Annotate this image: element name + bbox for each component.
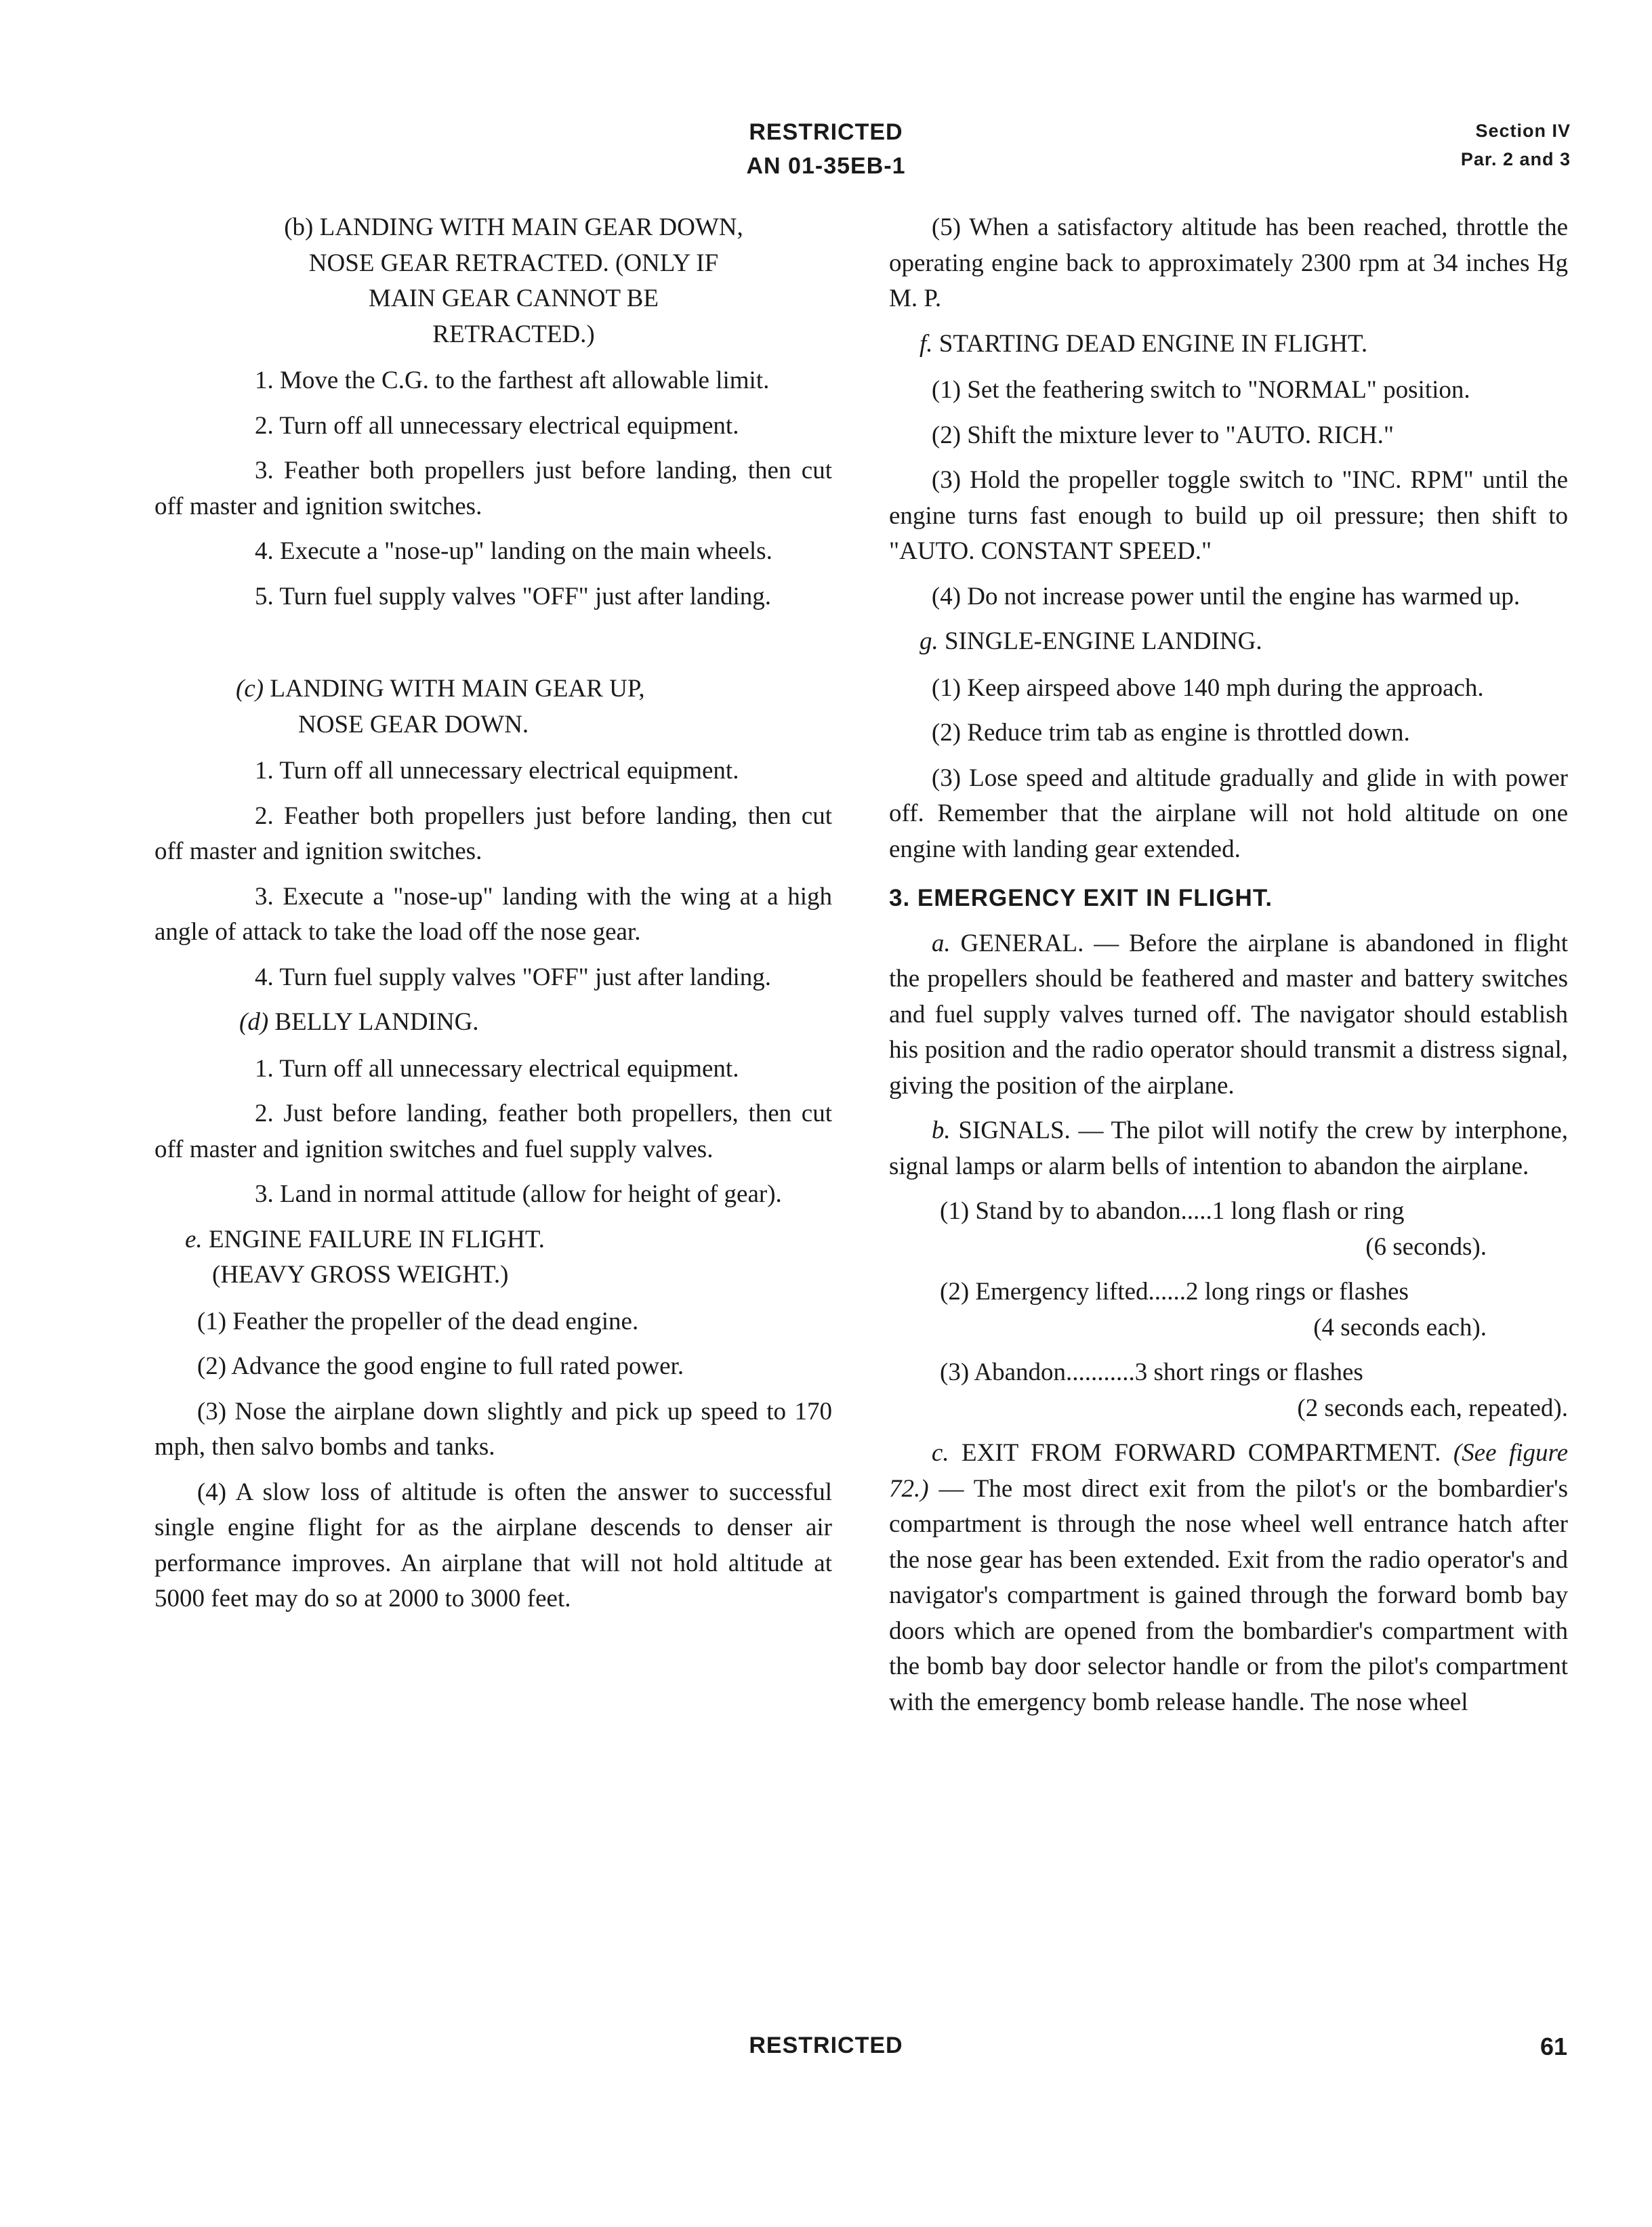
heading-e — [154, 1222, 832, 1293]
heading-b-line-1: (b) LANDING WITH MAIN GEAR DOWN, — [284, 213, 743, 241]
signal-1 — [889, 1194, 1568, 1265]
step-c4: 4. Turn fuel supply valves "OFF" just after landing. — [255, 963, 771, 991]
step-g3: (3) Lose speed and altitude gradually and glide in with power off. Remember that the airplane will not hold altitude on one engine with landing gear extended. — [889, 764, 1568, 863]
heading-d-label: (d) — [239, 1008, 269, 1036]
heading-e-label: e. — [185, 1225, 203, 1253]
para-b-signals — [889, 1113, 1568, 1184]
step-f2: (2) Shift the mixture lever to "AUTO. RICH." — [931, 421, 1394, 449]
section-3-heading: 3. EMERGENCY EXIT IN FLIGHT. — [889, 885, 1273, 911]
heading-b-line-2: NOSE GEAR RETRACTED. (ONLY IF — [308, 249, 719, 277]
heading-b — [154, 210, 832, 352]
header-classification: RESTRICTED — [749, 119, 903, 145]
heading-b-line-3: MAIN GEAR CANNOT BE — [369, 285, 659, 312]
heading-c — [154, 671, 832, 743]
heading-b-line-4: RETRACTED.) — [432, 320, 595, 348]
step-b5: 5. Turn fuel supply valves "OFF" just after landing. — [255, 582, 771, 610]
signal-2-line-2: (4 seconds each). — [1313, 1313, 1487, 1341]
step-c1: 1. Turn off all unnecessary electrical equipment. — [255, 757, 739, 785]
para-a-text: GENERAL. — Before the airplane is abandoned in flight the propellers should be feathered and master and battery switches and fuel supply valves turned off. The navigator should establish his position and the radio operator should transmit a distress signal, giving the position of the airplane. — [889, 929, 1569, 1100]
step-b3: 3. Feather both propellers just before landing, then cut off master and ignition switches. — [154, 457, 832, 520]
heading-f-label: f. — [920, 329, 933, 358]
heading-d — [154, 1005, 832, 1041]
header-paragraph: Par. 2 and 3 — [1460, 149, 1571, 169]
para-a-label: a. — [931, 929, 951, 957]
para-c-figure-ref: (See figure 72.) — [889, 1439, 1568, 1503]
step-d3: 3. Land in normal attitude (allow for height of gear). — [255, 1180, 782, 1208]
para-c-exit-forward — [889, 1436, 1568, 1720]
para-b-text: SIGNALS. — The pilot will notify the crew by interphone, signal lamps or alarm bells of intention to abandon the airplane. — [889, 1117, 1569, 1180]
step-b1: 1. Move the C.G. to the farthest aft allowable limit. — [255, 367, 770, 394]
para-a-general — [889, 926, 1568, 1104]
step-c3: 3. Execute a "nose-up" landing with the wing at a high angle of attack to take the load off the nose gear. — [154, 882, 832, 946]
right-column — [889, 210, 1568, 1730]
step-e1: (1) Feather the propeller of the dead engine. — [197, 1307, 639, 1335]
heading-f-text: STARTING DEAD ENGINE IN FLIGHT. — [938, 329, 1368, 358]
heading-c-line-2: NOSE GEAR DOWN. — [298, 710, 529, 738]
step-d2: 2. Just before landing, feather both propellers, then cut off master and ignition switches and fuel supply valves. — [154, 1100, 832, 1163]
spacer — [154, 624, 832, 671]
signal-2 — [889, 1274, 1568, 1346]
heading-e-line-1: ENGINE FAILURE IN FLIGHT. — [208, 1225, 545, 1253]
step-b4: 4. Execute a "nose-up" landing on the main wheels. — [255, 537, 772, 565]
para-c-text: — The most direct exit from the pilot's or the bombardier's compartment is through the nose wheel well entrance hatch after the nose gear has been extended. Exit from the radio operator's and navigator's compartment is gained through the forward bomb bay doors which are opened from the bombardier's compartment with the bomb bay door selector handle or from the pilot's compartment with the emergency bomb release handle. The nose wheel — [889, 1474, 1569, 1716]
heading-c-line-1: LANDING WITH MAIN GEAR UP, — [270, 675, 645, 703]
heading-g-label: g. — [920, 627, 938, 655]
signal-3-line-1: (3) Abandon...........3 short rings or flashes — [940, 1358, 1363, 1386]
para-c-heading: EXIT FROM FORWARD COMPARTMENT. — [962, 1439, 1441, 1467]
signal-3 — [889, 1355, 1568, 1426]
step-f4: (4) Do not increase power until the engine has warmed up. — [931, 582, 1521, 610]
heading-e-line-2: (HEAVY GROSS WEIGHT.) — [212, 1261, 509, 1289]
page-number: 61 — [1540, 2033, 1567, 2060]
step-e2: (2) Advance the good engine to full rated power. — [197, 1352, 684, 1380]
heading-c-label: (c) — [236, 675, 264, 703]
heading-f — [889, 327, 1568, 362]
heading-g-text: SINGLE-ENGINE LANDING. — [945, 627, 1262, 655]
step-b2: 2. Turn off all unnecessary electrical equipment. — [255, 411, 739, 440]
signal-1-line-2: (6 seconds). — [1365, 1232, 1487, 1261]
header-section: Section IV — [1475, 121, 1571, 141]
signal-2-line-1: (2) Emergency lifted......2 long rings or flashes — [940, 1278, 1409, 1306]
header-doc-number: AN 01-35EB-1 — [746, 153, 906, 179]
step-e5: (5) When a satisfactory altitude has been reached, throttle the operating engine back to approximately 2300 rpm at 34 inches Hg M. P. — [889, 213, 1568, 312]
step-f1: (1) Set the feathering switch to "NORMAL" position. — [931, 376, 1470, 404]
step-g2: (2) Reduce trim tab as engine is throttled down. — [931, 719, 1410, 747]
step-f3: (3) Hold the propeller toggle switch to "INC. RPM" until the engine turns fast enough to build up oil pressure; then shift to "AUTO. CONSTANT SPEED." — [889, 466, 1568, 565]
heading-d-text: BELLY LANDING. — [274, 1008, 479, 1036]
step-g1: (1) Keep airspeed above 140 mph during the approach. — [931, 673, 1484, 702]
heading-g — [889, 624, 1568, 660]
signal-1-line-1: (1) Stand by to abandon.....1 long flash or ring — [940, 1197, 1405, 1225]
step-e4: (4) A slow loss of altitude is often the answer to successful single engine flight for as the airplane descends to denser air performance improves. An airplane that will not hold altitude at 5000 feet may do so at 2000 to 3000 feet. — [154, 1478, 832, 1612]
step-c2: 2. Feather both propellers just before landing, then cut off master and ignition switches. — [154, 802, 832, 865]
step-e3: (3) Nose the airplane down slightly and pick up speed to 170 mph, then salvo bombs and tanks. — [154, 1397, 832, 1461]
left-column — [154, 210, 832, 1627]
para-c-label: c. — [931, 1439, 949, 1467]
page-header — [0, 115, 1652, 183]
footer-classification: RESTRICTED — [749, 2033, 903, 2058]
step-d1: 1. Turn off all unnecessary electrical equipment. — [255, 1054, 739, 1083]
para-b-label: b. — [931, 1117, 951, 1144]
section-reference — [1461, 117, 1571, 173]
signal-3-line-2: (2 seconds each, repeated). — [1297, 1394, 1568, 1422]
